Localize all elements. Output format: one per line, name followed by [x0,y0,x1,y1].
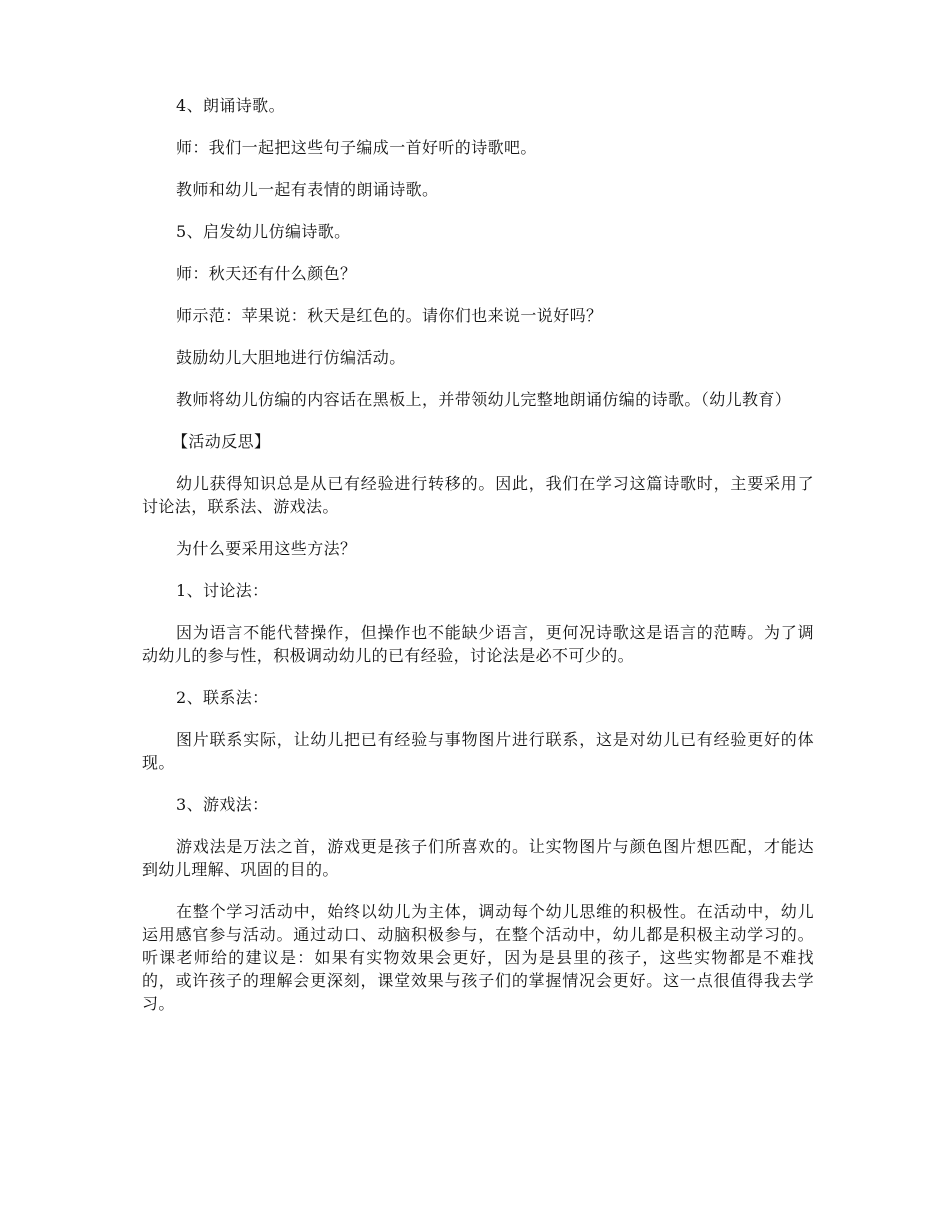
paragraph: 为什么要采用这些方法？ [176,539,357,558]
paragraph: 4、朗诵诗歌。 [176,96,285,115]
paragraph: 幼儿获得知识总是从已有经验进行转移的。因此，我们在学习这篇诗歌时，主要采用了讨论法，联系法、游戏法。 [142,474,814,516]
paragraph: 图片联系实际，让幼儿把已有经验与事物图片进行联系，这是对幼儿已有经验更好的体现。 [142,730,814,772]
document-page [142,94,814,1034]
paragraph: 5、启发幼儿仿编诗歌。 [176,222,351,241]
paragraph: 因为语言不能代替操作，但操作也不能缺少语言，更何况诗歌这是语言的范畴。为了调动幼儿的参与性，积极调动幼儿的已有经验，讨论法是必不可少的。 [142,623,814,665]
section-heading: 【活动反思】 [172,432,271,451]
paragraph: 教师将幼儿仿编的内容话在黑板上，并带领幼儿完整地朗诵仿编的诗歌。（幼儿教育） [176,390,792,409]
paragraph: 师示范：苹果说：秋天是红色的。请你们也来说一说好吗？ [176,306,603,325]
paragraph: 游戏法是万法之首，游戏更是孩子们所喜欢的。让实物图片与颜色图片想匹配，才能达到幼儿理解、巩固的目的。 [142,837,814,879]
paragraph: 鼓励幼儿大胆地进行仿编活动。 [176,348,406,367]
paragraph: 1、讨论法： [176,581,269,600]
paragraph: 师：我们一起把这些句子编成一首好听的诗歌吧。 [176,138,537,157]
paragraph: 教师和幼儿一起有表情的朗诵诗歌。 [176,180,439,199]
paragraph: 2、联系法： [176,688,269,707]
paragraph: 在整个学习活动中，始终以幼儿为主体，调动每个幼儿思维的积极性。在活动中，幼儿运用感官参与活动。通过动口、动脑积极参与，在整个活动中，幼儿都是积极主动学习的。听课老师给的建议是：如果有实物效果会更好，因为是县里的孩子，这些实物都是不难找的，或许孩子的理解会更深刻，课堂效果与孩子们的掌握情况会更好。这一点很值得我去学习。 [142,902,814,1013]
paragraph: 3、游戏法： [176,795,269,814]
paragraph: 师：秋天还有什么颜色？ [176,264,357,283]
